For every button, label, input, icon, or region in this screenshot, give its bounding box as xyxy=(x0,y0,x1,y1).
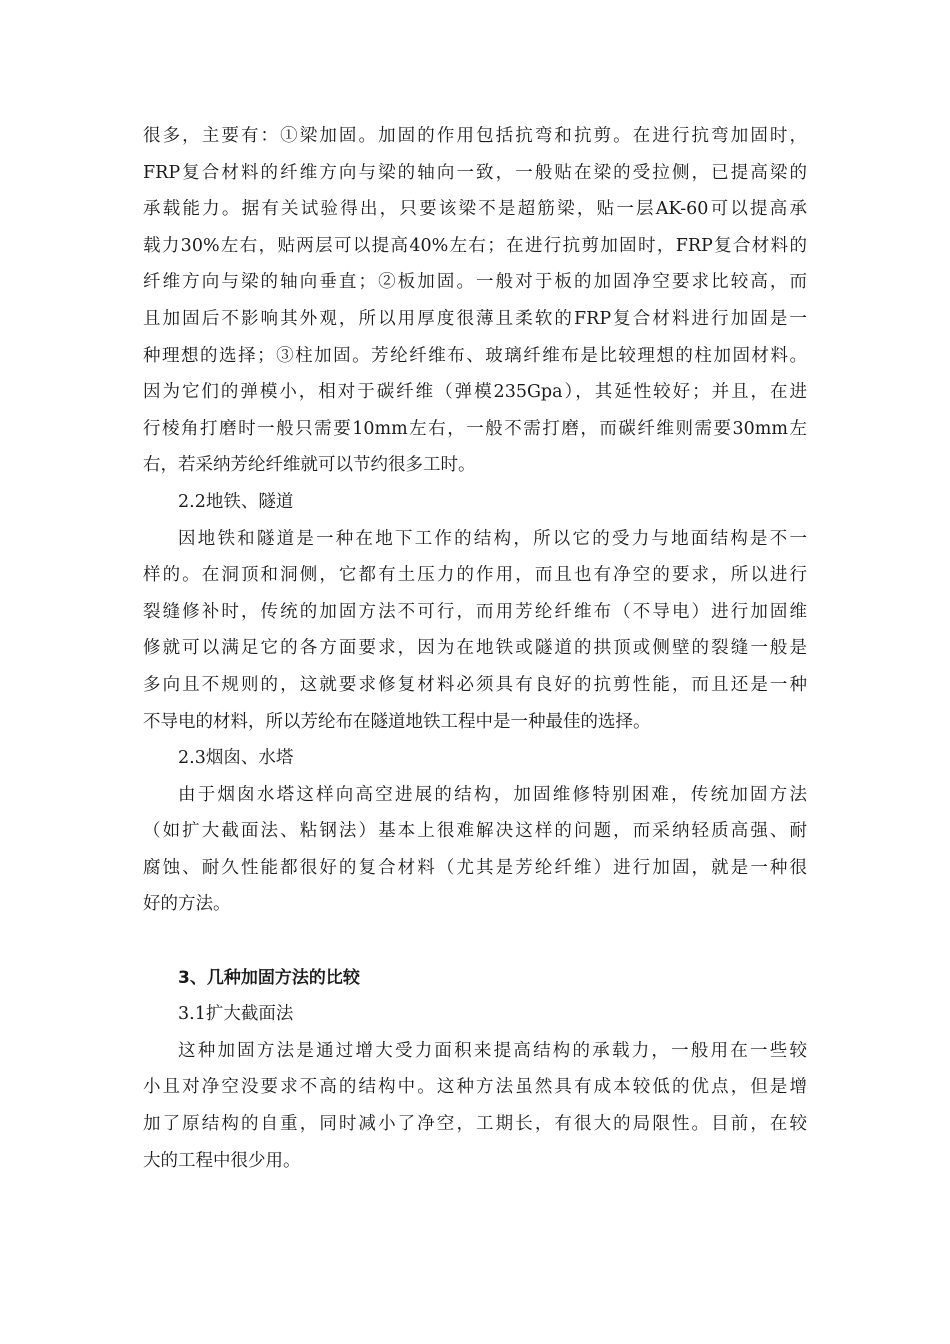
document-body xyxy=(143,118,807,1179)
text-line: 承载能力。据有关试验得出，只要该梁不是超筋梁，贴一层AK-60可以提高承 xyxy=(143,199,807,220)
section-2-3-title: 2.3烟囱、水塔 xyxy=(178,748,294,769)
text-line: 多向且不规则的，这就要求修复材料必须具有良好的抗剪性能，而且还是一种 xyxy=(143,674,807,695)
paragraph-subway-tunnel xyxy=(143,521,807,741)
text-line: 因地铁和隧道是一种在地下工作的结构，所以它的受力与地面结构是不一 xyxy=(178,528,807,549)
text-line: 因为它们的弹模小，相对于碳纤维（弹模235Gpa），其延性较好；并且，在进 xyxy=(143,382,807,403)
text-line: 大的工程中很少用。 xyxy=(143,1150,301,1171)
text-line: 载力30%左右，贴两层可以提高40%左右；在进行抗剪加固时，FRP复合材料的 xyxy=(143,235,807,256)
text-line: 样的。在洞顶和洞侧，它都有土压力的作用，而且也有净空的要求，所以进行 xyxy=(143,565,807,586)
paragraph-enlarged-section xyxy=(143,1033,807,1179)
text-line: 纤维方向与梁的轴向垂直；②板加固。一般对于板的加固净空要求比较高，而 xyxy=(143,272,807,293)
text-line: 种理想的选择；③柱加固。芳纶纤维布、玻璃纤维布是比较理想的柱加固材料。 xyxy=(143,345,807,366)
text-line: 行棱角打磨时一般只需要10mm左右，一般不需打磨，而碳纤维则需要30mm左 xyxy=(143,418,807,439)
section-3-1-title: 3.1扩大截面法 xyxy=(178,1004,294,1025)
text-line: 加了原结构的自重，同时减小了净空，工期长，有很大的局限性。目前，在较 xyxy=(143,1114,807,1135)
paragraph-chimney-tower xyxy=(143,777,807,923)
text-line: FRP复合材料的纤维方向与梁的轴向一致，一般贴在梁的受拉侧，已提高梁的 xyxy=(143,162,807,183)
section-spacer xyxy=(143,923,807,960)
section-3-title: 3、几种加固方法的比较 xyxy=(178,967,360,988)
text-line: 且加固后不影响其外观，所以用厚度很薄且柔软的FRP复合材料进行加固是一 xyxy=(143,308,807,329)
text-line: 不导电的材料，所以芳纶布在隧道地铁工程中是一种最佳的选择。 xyxy=(143,711,651,732)
text-line: （如扩大截面法、粘钢法）基本上很难解决这样的问题，而采纳轻质高强、耐 xyxy=(143,821,807,842)
text-line: 小且对净空没要求不高的结构中。这种方法虽然具有成本较低的优点，但是增 xyxy=(143,1077,807,1098)
text-line: 很多，主要有：①梁加固。加固的作用包括抗弯和抗剪。在进行抗弯加固时， xyxy=(143,126,807,146)
text-line: 修就可以满足它的各方面要求，因为在地铁或隧道的拱顶或侧壁的裂缝一般是 xyxy=(143,638,807,659)
section-2-2-title: 2.2地铁、隧道 xyxy=(178,491,294,512)
text-line: 裂缝修补时，传统的加固方法不可行，而用芳纶纤维布（不导电）进行加固维 xyxy=(143,601,807,622)
text-line: 腐蚀、耐久性能都很好的复合材料（尤其是芳纶纤维）进行加固，就是一种很 xyxy=(143,857,807,878)
text-line: 好的方法。 xyxy=(143,894,231,915)
paragraph-reinforcement-types xyxy=(143,118,807,484)
text-line: 由于烟囱水塔这样向高空进展的结构，加固维修特别困难，传统加固方法 xyxy=(178,784,807,805)
text-line: 这种加固方法是通过增大受力面积来提高结构的承载力，一般用在一些较 xyxy=(178,1040,807,1061)
text-line: 右，若采纳芳纶纤维就可以节约很多工时。 xyxy=(143,455,476,476)
